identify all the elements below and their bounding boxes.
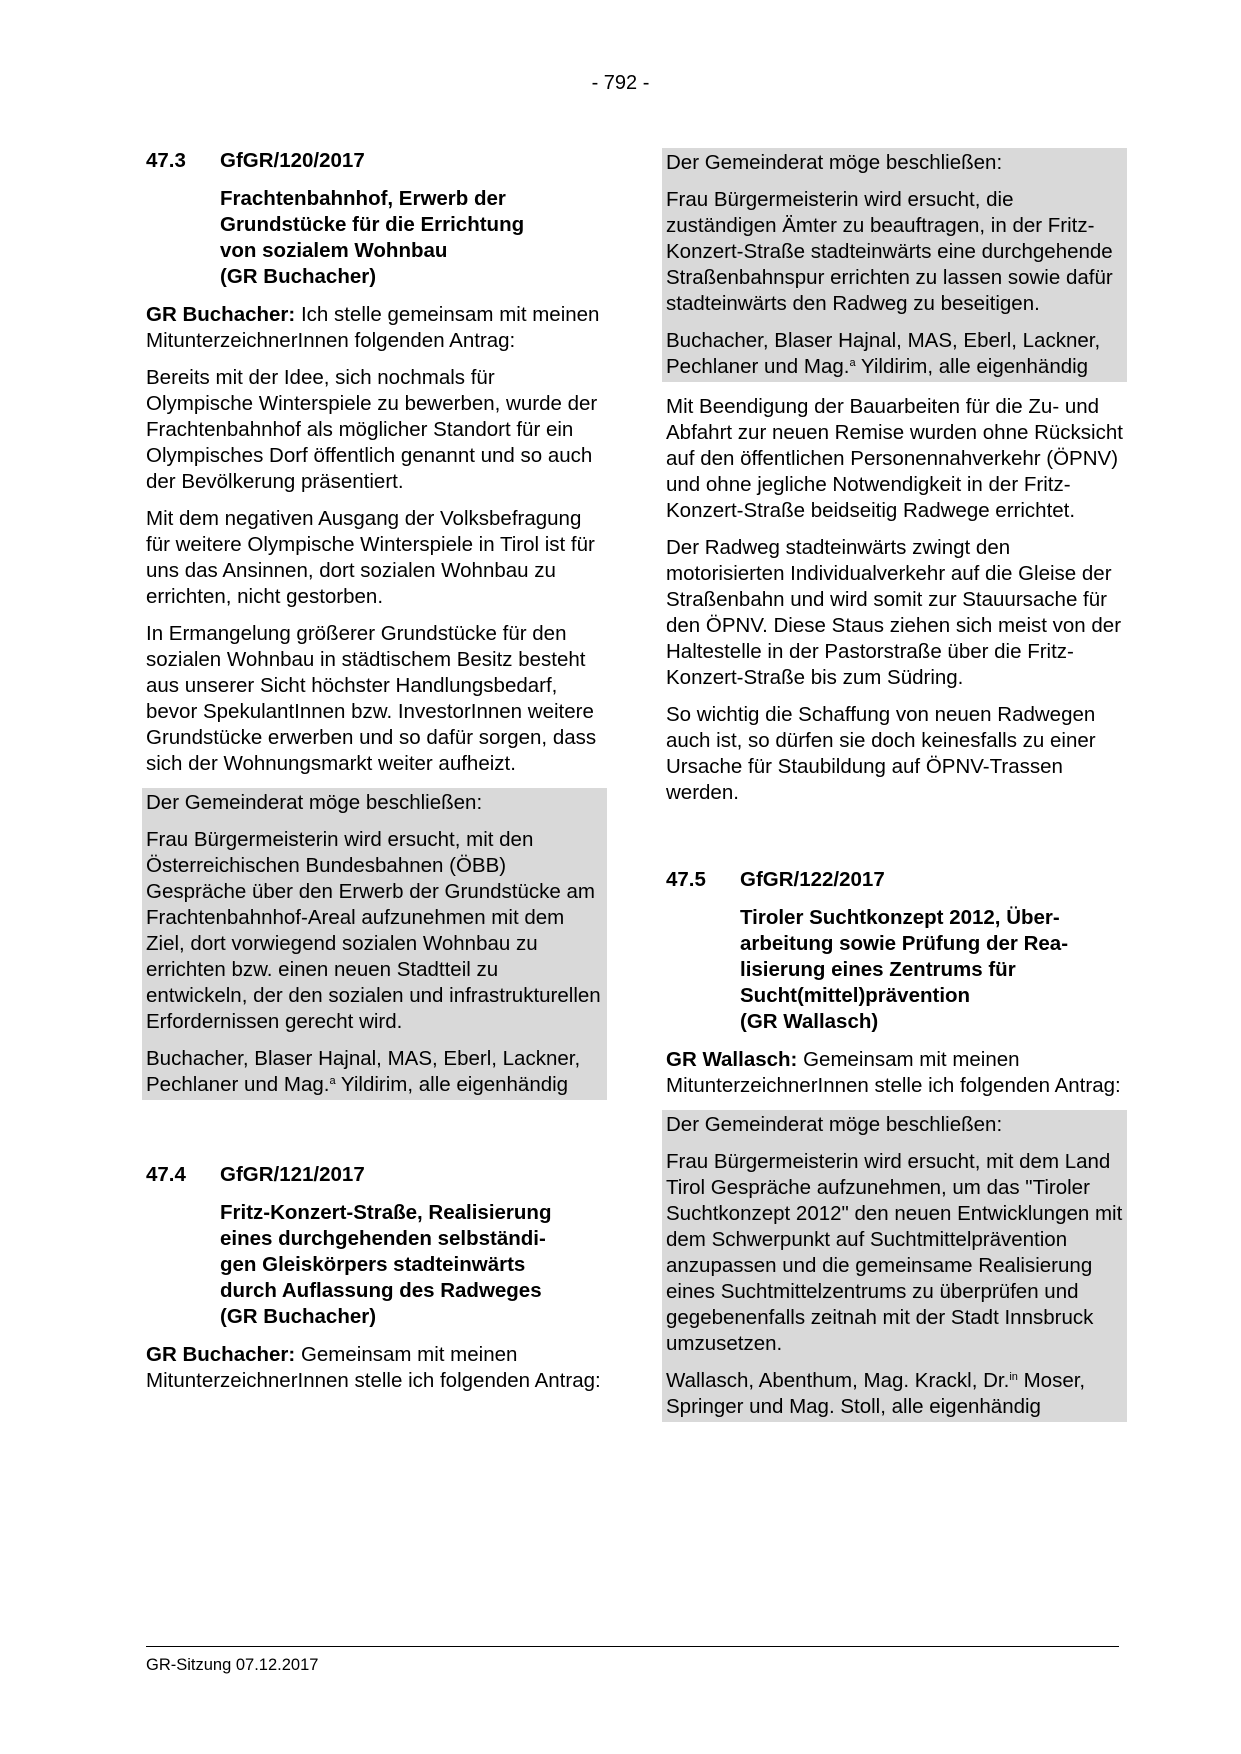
- intro-paragraph: [146, 302, 603, 354]
- left-column: [146, 148, 603, 1405]
- signers: Buchacher, Blaser Hajnal, MAS, Eberl, Lackner, Pechlaner und Mag.$^a$ Yildirim, alle eigenhändig: [146, 1047, 581, 1096]
- intro-paragraph: [666, 1047, 1123, 1099]
- spacer: [146, 1112, 603, 1162]
- intro-text: Gemeinsam mit meinen MitunterzeichnerInnen stelle ich folgenden Antrag:: [666, 1048, 1121, 1097]
- section-title-47-3: [220, 186, 603, 290]
- section-code: GfGR/121/2017: [220, 1163, 365, 1186]
- section-title-47-4: [220, 1200, 603, 1330]
- title-line: arbeitung sowie Prüfung der Rea-: [740, 932, 1069, 955]
- section-code: GfGR/120/2017: [220, 149, 365, 172]
- title-line: lisierung eines Zentrums für: [740, 958, 1016, 981]
- motion-box: [662, 148, 1127, 382]
- section-number: 47.3: [146, 149, 186, 172]
- motion-text: Frau Bürgermeisterin wird ersucht, mit den Österreichischen Bundesbahnen (ÖBB) Gespräche über den Erwerb der Grundstücke am Frachtenbahnhof-Areal aufzunehmen mit dem Ziel, dort vorwiegend sozialen Wohnbau zu errichten bzw. einen neuen Stadtteil zu entwickeln, der den sozialen und infrastrukturellen Erfordernissen gerecht wird.: [146, 828, 601, 1033]
- title-line: durch Auflassung des Radweges: [220, 1279, 542, 1302]
- body-paragraph: Bereits mit der Idee, sich nochmals für Olympische Winterspiele zu bewerben, wurde der Frachtenbahnhof als möglicher Standort für ein Olympisches Dorf öffentlich genannt und so auch der Bevölkerung präsentiert.: [146, 366, 598, 493]
- motion-text: Frau Bürgermeisterin wird ersucht, die zuständigen Ämter zu beauftragen, in der Fritz-Konzert-Straße stadteinwärts eine durchgehende Straßenbahnspur errichten zu lassen sowie dafür stadteinwärts den Radweg zu beseitigen.: [666, 188, 1113, 315]
- page-number: - 792 -: [591, 72, 650, 94]
- footer-text: GR-Sitzung 07.12.2017: [146, 1656, 319, 1674]
- title-line: Frachtenbahnhof, Erwerb der: [220, 187, 506, 210]
- title-line: gen Gleiskörpers stadteinwärts: [220, 1253, 526, 1276]
- intro-paragraph: [146, 1342, 603, 1394]
- title-line: (GR Wallasch): [740, 1010, 879, 1033]
- title-line: Tiroler Suchtkonzept 2012, Über-: [740, 906, 1060, 929]
- title-line: Grundstücke für die Errichtung: [220, 213, 525, 236]
- footer-divider: [146, 1646, 1119, 1647]
- motion-text: Frau Bürgermeisterin wird ersucht, mit dem Land Tirol Gespräche aufzunehmen, um das "Tiroler Suchtkonzept 2012" den neuen Entwicklungen mit dem Schwerpunkt auf Suchtmittelprävention anzupassen und die gemeinsame Realisierung eines Suchtmittelzentrums zu überprüfen und gegebenenfalls zeitnah mit der Stadt Innsbruck umzusetzen.: [666, 1150, 1123, 1355]
- title-line: (GR Buchacher): [220, 1305, 377, 1328]
- title-line: Sucht(mittel)prävention: [740, 984, 971, 1007]
- signers: Buchacher, Blaser Hajnal, MAS, Eberl, Lackner, Pechlaner und Mag.$^a$ Yildirim, alle eigenhändig: [666, 329, 1101, 378]
- speaker-label: GR Wallasch:: [666, 1048, 798, 1071]
- title-line: (GR Buchacher): [220, 265, 377, 288]
- motion-box: [142, 788, 607, 1100]
- motion-box: [662, 1110, 1127, 1422]
- section-title-47-5: [740, 905, 1123, 1035]
- motion-heading: Der Gemeinderat möge beschließen:: [666, 1113, 1003, 1136]
- spacer: [666, 817, 1123, 867]
- body-paragraph: So wichtig die Schaffung von neuen Radwegen auch ist, so dürfen sie doch keinesfalls zu einer Ursache für Staubildung auf ÖPNV-Trassen werden.: [666, 703, 1096, 804]
- motion-heading: Der Gemeinderat möge beschließen:: [146, 791, 483, 814]
- title-line: Fritz-Konzert-Straße, Realisierung: [220, 1201, 552, 1224]
- motion-heading: Der Gemeinderat möge beschließen:: [666, 151, 1003, 174]
- section-code: GfGR/122/2017: [740, 868, 885, 891]
- signers: Wallasch, Abenthum, Mag. Krackl, Dr.$^{in}$ Moser, Springer und Mag. Stoll, alle eigenhändig: [666, 1369, 1086, 1418]
- section-heading-47-3: [146, 148, 603, 174]
- speaker-label: GR Buchacher:: [146, 303, 296, 326]
- section-number: 47.4: [146, 1163, 186, 1186]
- section-heading-47-4: [146, 1162, 603, 1188]
- section-number: 47.5: [666, 868, 706, 891]
- body-paragraph: Mit dem negativen Ausgang der Volksbefragung für weitere Olympische Winterspiele in Tirol ist für uns das Ansinnen, dort sozialen Wohnbau zu errichten, nicht gestorben.: [146, 507, 595, 608]
- title-line: von sozialem Wohnbau: [220, 239, 448, 262]
- intro-text: Ich stelle gemeinsam mit meinen MitunterzeichnerInnen folgenden Antrag:: [146, 303, 600, 352]
- body-paragraph: Mit Beendigung der Bauarbeiten für die Zu- und Abfahrt zur neuen Remise wurden ohne Rücksicht auf den öffentlichen Personennahverkehr (ÖPNV) und ohne jegliche Notwendigkeit in der Fritz-Konzert-Straße beidseitig Radwege errichtet.: [666, 395, 1123, 522]
- intro-text: Gemeinsam mit meinen MitunterzeichnerInnen stelle ich folgenden Antrag:: [146, 1343, 601, 1392]
- section-heading-47-5: [666, 867, 1123, 893]
- body-paragraph: Der Radweg stadteinwärts zwingt den motorisierten Individualverkehr auf die Gleise der Straßenbahn und wird somit zur Stauursache für den ÖPNV. Diese Staus ziehen sich meist von der Haltestelle in der Pastorstraße über die Fritz-Konzert-Straße bis zum Südring.: [666, 536, 1122, 689]
- speaker-label: GR Buchacher:: [146, 1343, 296, 1366]
- body-paragraph: In Ermangelung größerer Grundstücke für den sozialen Wohnbau in städtischem Besitz besteht aus unserer Sicht höchster Handlungsbedarf, bevor SpekulantInnen bzw. InvestorInnen weitere Grundstücke erwerben und so dafür sorgen, dass sich der Wohnungsmarkt weiter aufheizt.: [146, 622, 597, 775]
- title-line: eines durchgehenden selbständi-: [220, 1227, 546, 1250]
- right-column: [666, 148, 1123, 1434]
